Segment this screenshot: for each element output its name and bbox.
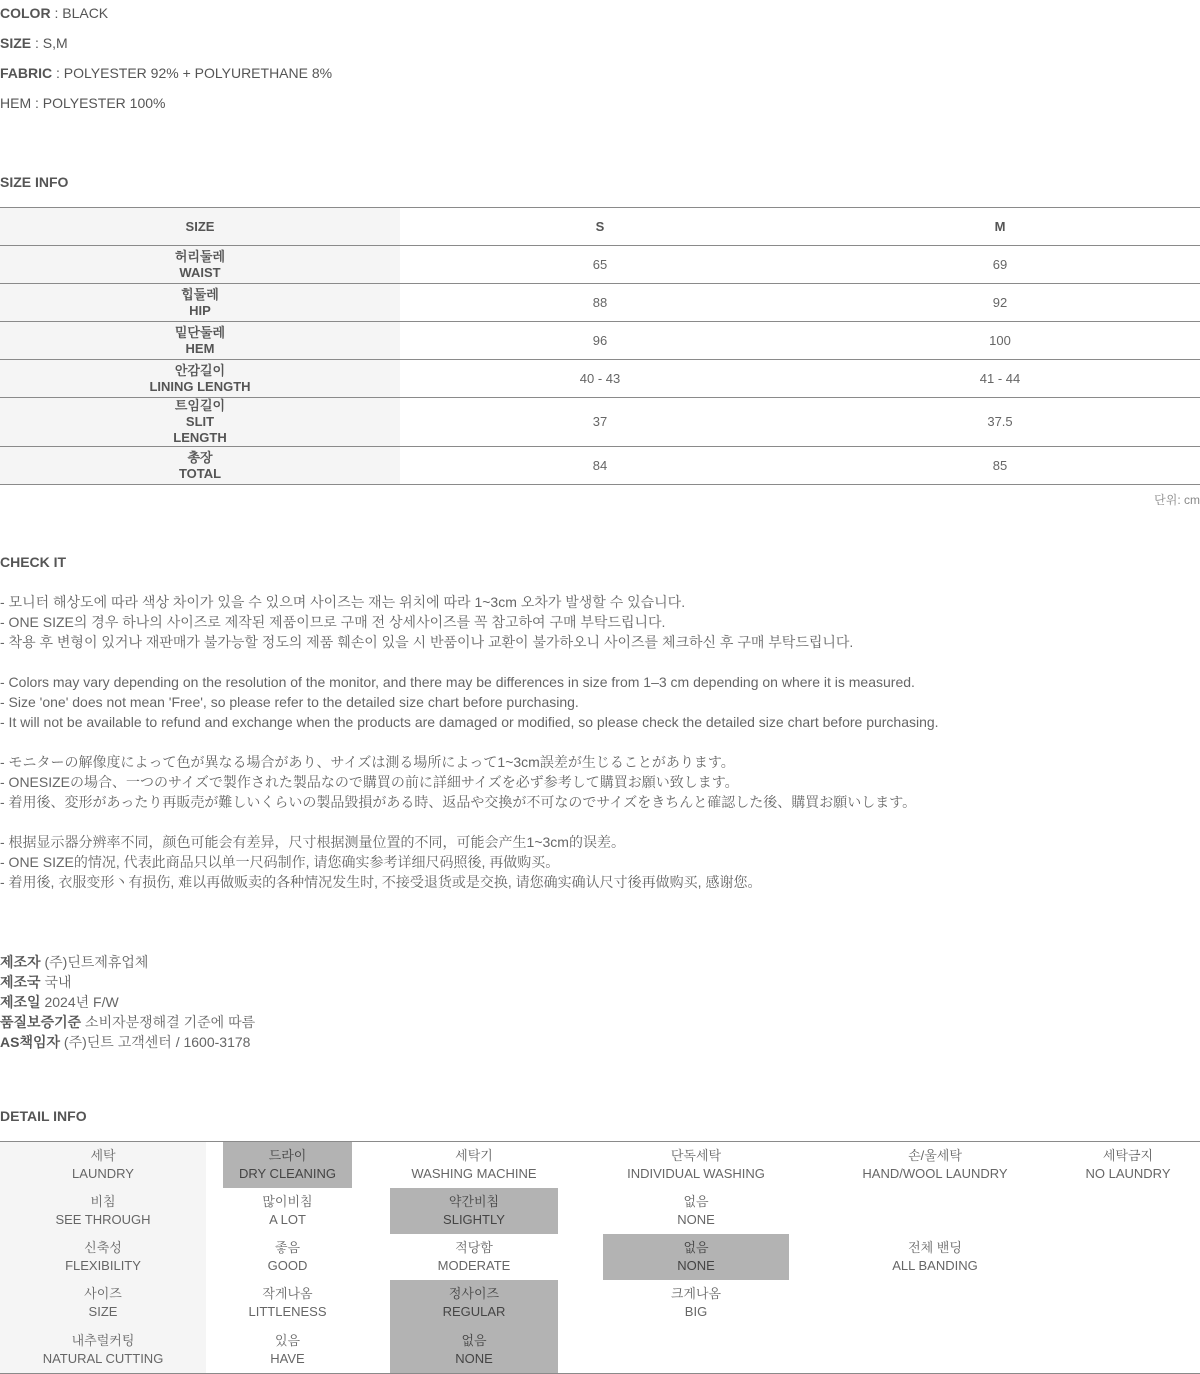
spec-size: [0, 33, 68, 53]
maker-manufacturer: [0, 952, 148, 972]
detail-option-good: [223, 1234, 352, 1280]
label-ko: 비침: [90, 1194, 116, 1209]
label-en: TOTAL: [178, 465, 222, 481]
label-ko: 총장: [187, 449, 213, 465]
detail-label-natural-cutting: [0, 1326, 206, 1373]
table-row: [0, 398, 1200, 447]
maker-value: (주)딘트 고객센터 / 1600-3178: [60, 1034, 251, 1050]
detail-label-size: [0, 1280, 206, 1326]
label-en: WAIST: [179, 264, 221, 280]
label-en: SIZE: [88, 1304, 118, 1319]
option-en: ALL BANDING: [892, 1258, 978, 1273]
size-table: [0, 207, 1200, 485]
check-line-ja: - ONESIZEの場合、一つのサイズで製作された製品なので購買の前に詳細サイズを必ず参考して購買お願い致します。: [0, 774, 739, 790]
size-header-s: S: [595, 218, 605, 234]
size-row-label: [0, 246, 400, 283]
maker-key: 제조국: [0, 974, 41, 990]
label-en: HIP: [189, 302, 211, 318]
table-row: [0, 447, 1200, 485]
size-row-label: [0, 322, 400, 359]
option-en: NONE: [677, 1212, 715, 1227]
detail-option-no-laundry: [1060, 1142, 1196, 1188]
size-row-label: [0, 360, 400, 397]
spec-key: FABRIC: [0, 65, 53, 81]
option-ko: 적당함: [455, 1240, 493, 1255]
maker-key: 품질보증기준: [0, 1014, 82, 1030]
detail-option-big: [603, 1280, 789, 1326]
check-line-zh: - ONE SIZE的情况, 代表此商品只以单一尺码制作, 请您确实参考详细尺码照後, 再做购买。: [0, 854, 560, 870]
detail-option-moderate: [390, 1234, 558, 1280]
maker-key: 제조자: [0, 954, 41, 970]
option-ko: 세탁기: [455, 1148, 493, 1163]
detail-option-a-lot: [223, 1188, 352, 1234]
table-row: [0, 360, 1200, 398]
detail-label-laundry: [0, 1142, 206, 1188]
option-en: NONE: [677, 1258, 715, 1273]
label-ko: 내추럴커팅: [71, 1332, 135, 1348]
detail-option-all-banding: [840, 1234, 1030, 1280]
check-it-title: CHECK IT: [0, 554, 67, 570]
size-header-m: M: [994, 218, 1006, 234]
label-ko: 밑단둘레: [174, 324, 226, 340]
size-value-m: 37.5: [987, 414, 1013, 429]
option-ko: 드라이: [268, 1148, 307, 1163]
option-ko: 작게나옴: [262, 1286, 313, 1301]
check-line-zh: - 着用後, 衣服变形丶有损伤, 难以再做贩卖的各种情况发生时, 不接受退货或是交换, 请您确实确认尺寸後再做购买, 感谢您。: [0, 874, 762, 890]
option-en: HAND/WOOL LAUNDRY: [862, 1166, 1008, 1181]
option-en: MODERATE: [437, 1258, 511, 1273]
size-value-s: 96: [592, 332, 608, 348]
check-line-ja: - 着用後、変形があったり再販売が難しいくらいの製品毀損がある時、返品や交換が不可なのでサイズをきちんと確認した後、購買お願いします。: [0, 794, 917, 810]
size-value-s: 88: [592, 294, 608, 310]
maker-quality: [0, 1012, 255, 1032]
check-line-en: - Size 'one' does not mean 'Free', so please refer to the detailed size chart before purchasing.: [0, 694, 579, 710]
label-en: LAUNDRY: [72, 1166, 134, 1181]
spec-value: : POLYESTER 92% + POLYURETHANE 8%: [52, 65, 333, 81]
option-en: DRY CLEANING: [238, 1166, 337, 1181]
spec-key: SIZE: [0, 35, 32, 51]
size-value-m: 92: [992, 294, 1008, 310]
size-value-m: 100: [989, 332, 1011, 348]
label-ko: 힙둘레: [181, 286, 219, 302]
detail-option-slightly: [390, 1188, 558, 1234]
option-ko: 없음: [461, 1332, 487, 1348]
detail-label-flexibility: [0, 1234, 206, 1280]
check-line-ko: - ONE SIZE의 경우 하나의 사이즈로 제작된 제품이므로 구매 전 상세사이즈를 꼭 참고하여 구매 부탁드립니다.: [0, 614, 666, 630]
table-row: [0, 246, 1200, 284]
spec-key: COLOR: [0, 5, 51, 21]
option-ko: 약간비침: [448, 1194, 500, 1209]
maker-value: 국내: [40, 974, 72, 990]
check-line-en: - Colors may vary depending on the resolution of the monitor, and there may be differences in size from 1–3 cm depending on where it is measured.: [0, 674, 915, 690]
maker-as: [0, 1032, 250, 1052]
option-en: NONE: [455, 1350, 493, 1366]
check-line-ko: - 착용 후 변형이 있거나 재판매가 불가능할 정도의 제품 훼손이 있을 시 반품이나 교환이 불가하오니 사이즈를 체크하신 후 구매 부탁드립니다.: [0, 634, 854, 650]
label-en: SLIT: [185, 414, 215, 429]
detail-option-regular: [390, 1280, 558, 1326]
label-ko: 신축성: [84, 1240, 122, 1255]
option-ko: 있음: [274, 1332, 301, 1348]
check-line-zh: - 根据显示器分辨率不同，颜色可能会有差异，尺寸根据测量位置的不同，可能会产生1~3cm的误差。: [0, 834, 625, 850]
label-ko: 사이즈: [84, 1286, 122, 1301]
detail-option-dry-cleaning: [223, 1142, 352, 1188]
maker-value: 소비자분쟁해결 기준에 따름: [81, 1014, 256, 1030]
spec-hem: [0, 93, 165, 113]
size-value-m: 85: [992, 457, 1008, 473]
detail-label-see-through: [0, 1188, 206, 1234]
detail-info-title: DETAIL INFO: [0, 1108, 87, 1124]
option-en: GOOD: [267, 1258, 308, 1273]
option-en: INDIVIDUAL WASHING: [627, 1166, 765, 1181]
option-ko: 크게나옴: [670, 1286, 722, 1301]
check-line-ja: - モニターの解像度によって色が異なる場合があり、サイズは測る場所によって1~3cm誤差が生じることがあります。: [0, 754, 735, 770]
label-en: FLEXIBILITY: [65, 1258, 141, 1273]
option-ko: 단독세탁: [670, 1148, 722, 1163]
spec-value: : S,M: [31, 35, 68, 51]
size-row-label: [0, 447, 400, 484]
option-en: WASHING MACHINE: [411, 1166, 537, 1181]
option-en: A LOT: [269, 1212, 306, 1227]
detail-option-hand-wool: [840, 1142, 1030, 1188]
option-ko: 정사이즈: [448, 1286, 500, 1301]
label-ko: 트임길이: [174, 398, 226, 413]
table-row: [0, 284, 1200, 322]
detail-option-washing-machine: [390, 1142, 558, 1188]
maker-date: [0, 992, 119, 1012]
size-row-label: [0, 398, 400, 446]
size-value-m: 69: [992, 256, 1008, 272]
option-ko: 없음: [683, 1240, 709, 1255]
label-ko: 허리둘레: [174, 248, 226, 264]
option-ko: 없음: [683, 1194, 709, 1209]
label-en: LINING LENGTH: [149, 378, 251, 394]
spec-fabric: [0, 63, 332, 83]
detail-option-individual-washing: [603, 1142, 789, 1188]
option-en: REGULAR: [442, 1304, 506, 1319]
option-ko: 손/울세탁: [908, 1148, 962, 1163]
size-value-s: 37: [592, 414, 608, 429]
size-value-s: 40 - 43: [579, 370, 621, 386]
label-en: HEM: [185, 340, 215, 356]
size-header-label: SIZE: [0, 208, 400, 245]
label-en: NATURAL CUTTING: [42, 1350, 164, 1366]
size-unit-note: 단위: cm: [1154, 493, 1200, 507]
maker-key: 제조일: [0, 994, 41, 1010]
option-en: NO LAUNDRY: [1085, 1166, 1171, 1181]
label-en-2: LENGTH: [173, 430, 227, 445]
maker-country: [0, 972, 72, 992]
maker-key: AS책임자: [0, 1034, 61, 1050]
option-en: LITTLENESS: [248, 1304, 327, 1319]
option-ko: 전체 밴딩: [908, 1240, 962, 1255]
label-ko: 안감길이: [174, 362, 226, 378]
spec-value: HEM : POLYESTER 100%: [0, 95, 166, 111]
option-en: SLIGHTLY: [443, 1212, 505, 1227]
option-ko: 많이비침: [262, 1194, 313, 1209]
detail-table: [0, 1141, 1200, 1374]
detail-option-littleness: [223, 1280, 352, 1326]
detail-option-none: [390, 1326, 558, 1373]
maker-value: 2024년 F/W: [40, 994, 119, 1010]
detail-option-none: [603, 1188, 789, 1234]
check-line-ko: - 모니터 해상도에 따라 색상 차이가 있을 수 있으며 사이즈는 재는 위치에 따라 1~3cm 오차가 발생할 수 있습니다.: [0, 594, 686, 610]
detail-option-none: [603, 1234, 789, 1280]
option-en: BIG: [684, 1304, 708, 1319]
size-info-title: SIZE INFO: [0, 174, 69, 190]
spec-value: : BLACK: [50, 5, 109, 21]
check-line-en: - It will not be available to refund and exchange when the products are damaged or modified, so please check the detailed size chart before purchasing.: [0, 714, 939, 730]
label-en: SEE THROUGH: [55, 1212, 151, 1227]
size-value-s: 65: [592, 256, 608, 272]
table-row: [0, 322, 1200, 360]
maker-value: (주)딘트제휴업체: [40, 954, 149, 970]
size-table-header: [0, 208, 1200, 246]
option-en: HAVE: [270, 1350, 305, 1366]
size-value-s: 84: [592, 457, 608, 473]
option-ko: 세탁금지: [1102, 1148, 1154, 1163]
size-value-m: 41 - 44: [979, 370, 1021, 386]
size-row-label: [0, 284, 400, 321]
option-ko: 좋음: [274, 1240, 301, 1255]
detail-option-have: [223, 1326, 352, 1373]
spec-color: [0, 3, 108, 23]
label-ko: 세탁: [90, 1148, 116, 1163]
